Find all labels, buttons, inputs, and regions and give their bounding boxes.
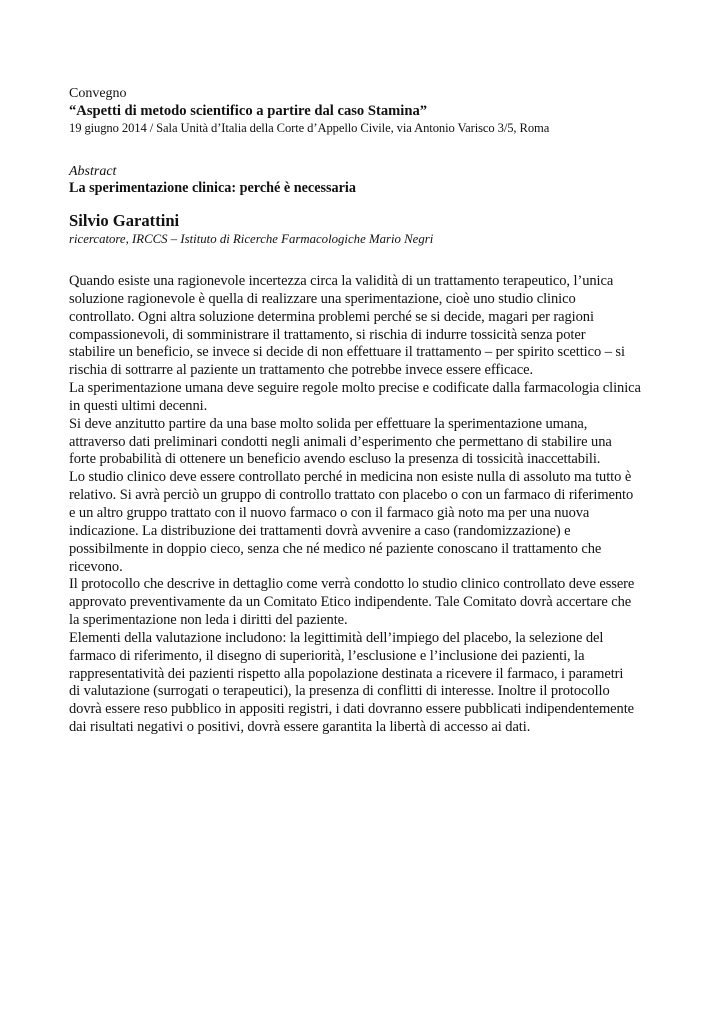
body-line: dovrà essere reso pubblico in appositi registri, i dati dovranno essere pubblicati indipendentemente	[69, 701, 634, 718]
body-line: e un altro gruppo trattato con il nuovo farmaco o con il farmaco già noto ma per una nuova	[69, 504, 590, 521]
body-line: approvato preventivamente da un Comitato Etico indipendente. Tale Comitato dovrà accertare che	[69, 594, 632, 611]
body-line: Il protocollo che descrive in dettaglio come verrà condotto lo studio clinico controllato deve essere	[69, 576, 635, 593]
body-line: di valutazione (surrogati o terapeutici), la presenza di conflitti di interesse. Inoltre il protocollo	[69, 683, 610, 700]
body-line: Si deve anzitutto partire da una base molto solida per effettuare la sperimentazione umana,	[69, 415, 588, 432]
abstract-label: Abstract	[69, 164, 117, 179]
body-line: indicazione. La distribuzione dei trattamenti dovrà avvenire a caso (randomizzazione) e	[69, 522, 571, 539]
conference-title: “Aspetti di metodo scientifico a partire dal caso Stamina”	[69, 103, 428, 119]
body-line: Elementi della valutazione includono: la legittimità dell’impiego del placebo, la selezione del	[69, 629, 604, 646]
body-line: Lo studio clinico deve essere controllato perché in medicina non esiste nulla di assoluto ma tutto è	[69, 469, 632, 486]
body-line: relativo. Si avrà perciò un gruppo di controllo trattato con placebo o con un farmaco di riferimento	[69, 487, 634, 504]
conference-header	[69, 85, 669, 136]
body-line: la sperimentazione non leda i diritti del paziente.	[69, 612, 348, 629]
conference-venue: 19 giugno 2014 / Sala Unità d’Italia della Corte d’Appello Civile, via Antonio Varisco 3/5, Roma	[69, 121, 550, 135]
author-affiliation: ricercatore, IRCCS – Istituto di Ricerche Farmacologiche Mario Negri	[69, 232, 434, 246]
body-line: La sperimentazione umana deve seguire regole molto precise e codificate dalla farmacologia clinica	[69, 380, 641, 397]
author-name: Silvio Garattini	[69, 211, 180, 230]
body-line: compassionevoli, di somministrare il trattamento, si rischia di indurre tossicità senza poter	[69, 326, 586, 343]
body-line: controllato. Ogni altra soluzione determina problemi perché se si decide, magari per ragioni	[69, 308, 594, 325]
body-line: rischia di sottrarre al paziente un trattamento che potrebbe invece essere efficace.	[69, 362, 534, 379]
document-page	[69, 85, 669, 737]
abstract-body	[69, 273, 669, 737]
body-line: stabilire un beneficio, se invece si decide di non effettuare il trattamento – per spirito scettico – si	[69, 344, 625, 361]
convegno-label: Convegno	[69, 86, 127, 101]
body-line: ricevono.	[69, 558, 123, 575]
body-line: in questi ultimi decenni.	[69, 397, 208, 414]
body-line: possibilmente in doppio cieco, senza che né medico né paziente conoscano il trattamento che	[69, 540, 602, 557]
body-line: soluzione ragionevole è quella di realizzare una sperimentazione, cioè uno studio clinico	[69, 290, 576, 307]
body-line: Quando esiste una ragionevole incertezza circa la validità di un trattamento terapeutico, l’unica	[69, 273, 614, 289]
body-line: attraverso dati preliminari condotti negli animali d’esperimento che permettano di stabilire una	[69, 433, 612, 450]
abstract-title: La sperimentazione clinica: perché è necessaria	[69, 180, 356, 196]
body-line: farmaco di riferimento, il disegno di superiorità, l’esclusione e l’inclusione dei pazienti, la	[69, 647, 585, 664]
body-line: dai risultati negativi o positivi, dovrà essere garantita la libertà di accesso ai dati.	[69, 719, 531, 736]
body-line: forte probabilità di ottenere un beneficio avendo escluso la presenza di tossicità inaccettabili.	[69, 451, 601, 468]
body-line: rappresentatività dei pazienti rispetto alla popolazione destinata a ricevere il farmaco, i parametri	[69, 665, 624, 682]
